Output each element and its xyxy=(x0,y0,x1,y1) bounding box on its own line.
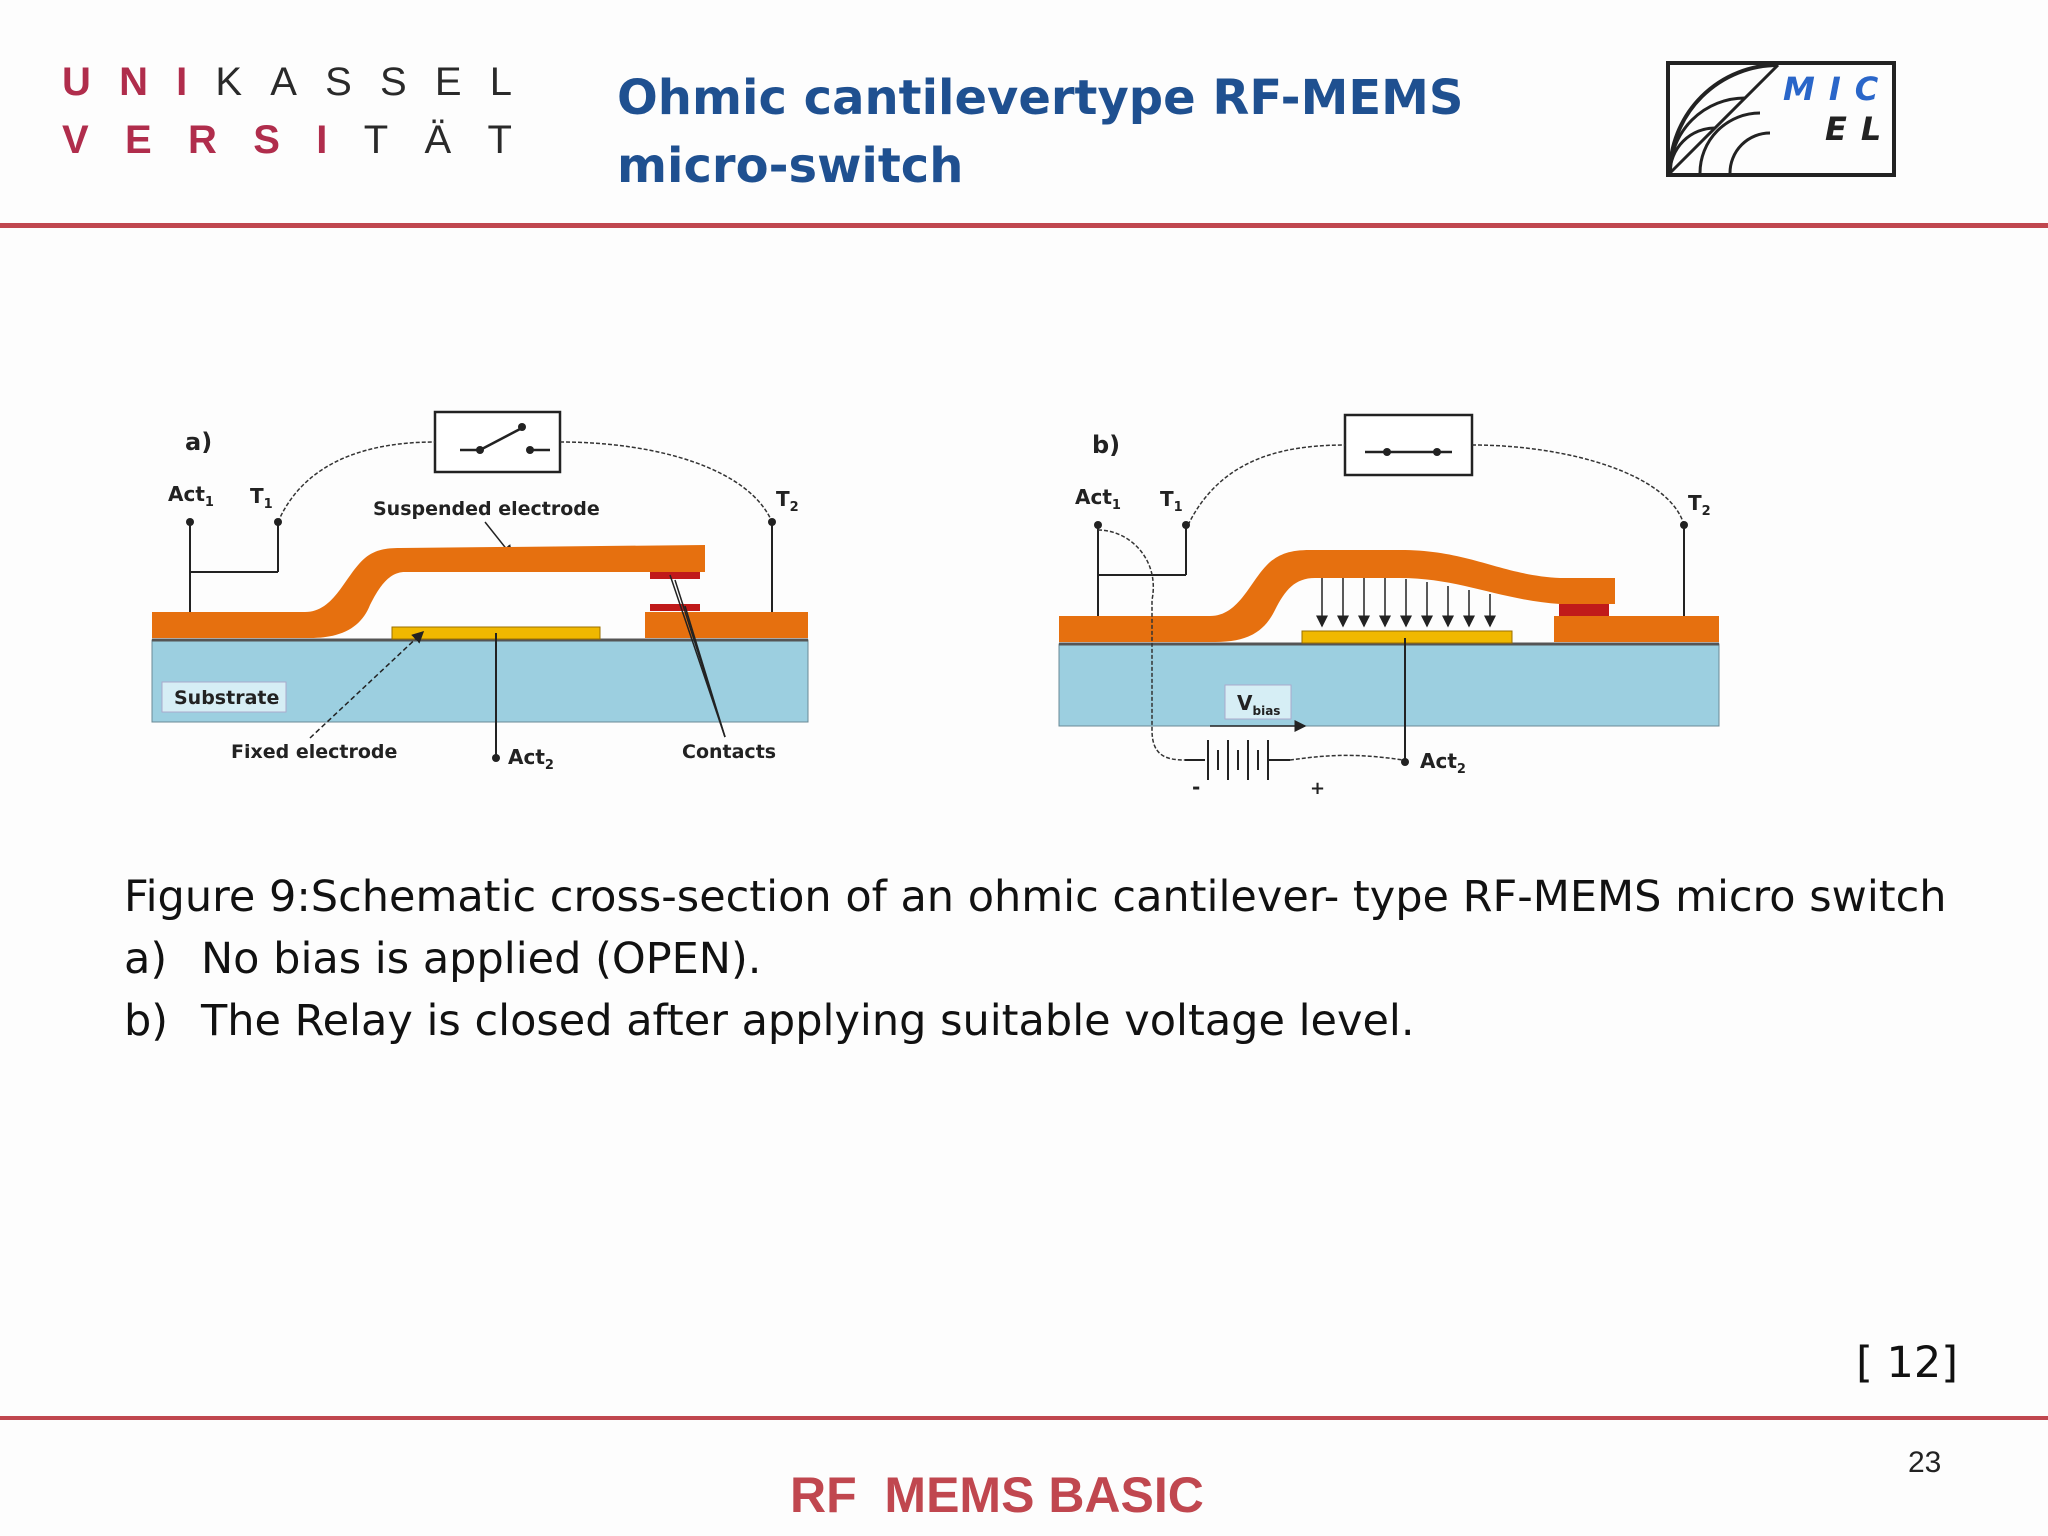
panel-b-act2-label: Act$_2$ xyxy=(1420,749,1466,777)
panel-a-suspended-electrode xyxy=(152,545,705,638)
caption-title: Figure 9:Schematic cross-section of an ohmic cantilever- type RF-MEMS micro switch xyxy=(124,872,1947,922)
logo-letter: S xyxy=(325,60,352,104)
panel-b-t2-label: $T_2$ xyxy=(1688,491,1711,519)
panel-b-plus-sign: + xyxy=(1310,778,1326,799)
logo-letter: S xyxy=(380,60,407,104)
panel-a-t2-label: $T_2$ xyxy=(776,487,799,515)
header-divider xyxy=(0,223,2048,228)
caption-item-text: The Relay is closed after applying suitable voltage level. xyxy=(201,996,1415,1046)
caption-item-label: b) xyxy=(124,996,169,1046)
panel-b-fixed-electrode xyxy=(1302,631,1512,643)
university-kassel-logo xyxy=(62,60,532,170)
logo-letter: T xyxy=(363,118,389,162)
micel-logo-text-bottom: EL xyxy=(1825,110,1896,148)
logo-letter: E xyxy=(125,118,152,162)
panel-b-closed-switch xyxy=(1059,415,1719,799)
panel-a-open-switch xyxy=(152,412,808,773)
caption-item-b xyxy=(124,990,1984,1052)
panel-a-act1-label: Act$_1$ xyxy=(168,482,214,510)
logo-letter: E xyxy=(434,60,462,104)
logo-letter: N xyxy=(119,60,148,104)
panel-b-vbias-label: $V_{bias}$ xyxy=(1237,691,1281,718)
mems-switch-figure xyxy=(140,400,1740,810)
switch-closed-symbol xyxy=(1345,415,1472,475)
panel-a-act2-label: Act$_2$ xyxy=(508,745,554,773)
logo-letter: R xyxy=(188,118,217,162)
panel-a-contacts-label: Contacts xyxy=(682,741,777,763)
logo-letter: K xyxy=(215,60,243,104)
logo-letter: I xyxy=(316,118,328,162)
footer-divider xyxy=(0,1416,2048,1420)
caption-item-text: No bias is applied (OPEN). xyxy=(201,934,762,984)
page-number: 23 xyxy=(1908,1446,1942,1479)
panel-b-substrate xyxy=(1059,644,1719,726)
micel-logo xyxy=(1665,60,1897,178)
logo-letter: L xyxy=(489,60,512,104)
logo-letter: T xyxy=(487,118,512,162)
panel-a-contact-top xyxy=(650,572,700,579)
panel-a-substrate-label: Substrate xyxy=(174,687,280,709)
footer-title: RF MEMS BASIC xyxy=(790,1467,1204,1523)
panel-a-fixed-label: Fixed electrode xyxy=(231,741,398,763)
logo-letter: A xyxy=(270,60,297,104)
panel-b-tag: b) xyxy=(1092,431,1121,459)
logo-letter: I xyxy=(176,60,188,104)
panel-b-suspended-electrode xyxy=(1059,550,1615,642)
logo-letter: U xyxy=(62,60,91,104)
slide-title: Ohmic cantilevertype RF-MEMS micro-switch xyxy=(617,70,1464,194)
reference-citation: [ 12] xyxy=(1856,1338,1958,1388)
panel-b-minus-sign: - xyxy=(1192,775,1201,799)
caption-item-a xyxy=(124,928,1984,990)
panel-a-t1-label: $T_1$ xyxy=(250,484,273,512)
panel-a-anchor-right xyxy=(645,612,808,638)
logo-letter: Ä xyxy=(424,118,452,162)
logo-letter: S xyxy=(253,118,280,162)
panel-b-anchor-right xyxy=(1554,616,1719,642)
panel-a-suspended-label: Suspended electrode xyxy=(373,498,600,520)
figure-caption xyxy=(124,866,1984,1052)
panel-b-t1-label: $T_1$ xyxy=(1160,487,1183,515)
panel-a-contact-bottom xyxy=(650,604,700,611)
caption-item-label: a) xyxy=(124,934,168,984)
panel-b-battery xyxy=(1208,740,1268,780)
panel-a-tag: a) xyxy=(185,428,213,456)
panel-b-contact xyxy=(1559,604,1609,616)
micel-logo-text-top: MIC xyxy=(1783,70,1893,108)
logo-letter: V xyxy=(62,118,89,162)
panel-b-act1-label: Act$_1$ xyxy=(1075,485,1121,513)
